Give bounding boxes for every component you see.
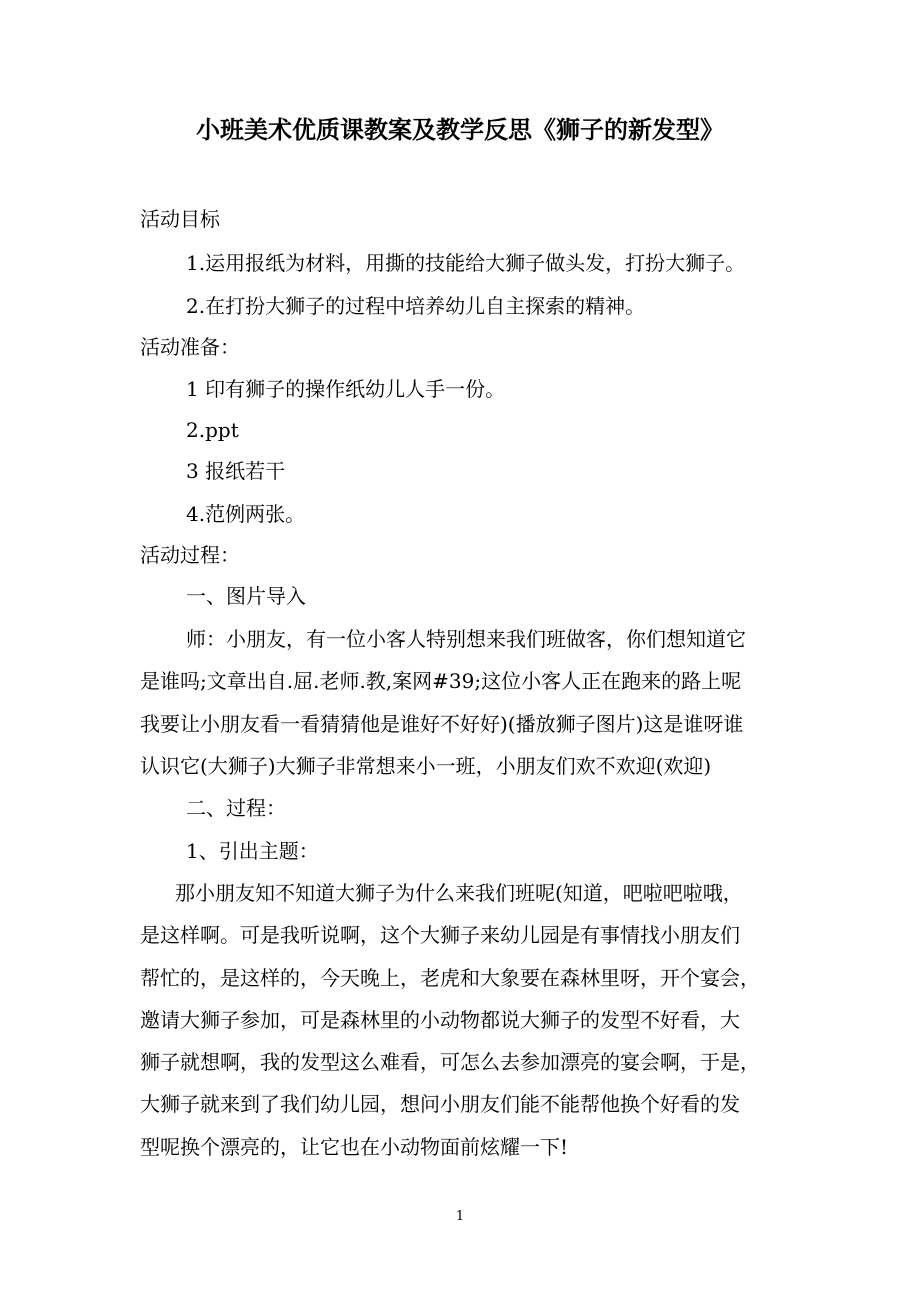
paragraph-2-line: 帮忙的，是这样的，今天晚上，老虎和大象要在森林里呀，开个宴会， <box>140 966 760 990</box>
paragraph-1-line: 我要让小朋友看一看猜猜他是谁好不好好)(播放狮子图片)这是谁呀谁 <box>140 712 744 736</box>
prep-heading: 活动准备： <box>140 335 240 359</box>
sub-heading-1: 1、引出主题： <box>186 839 319 863</box>
page-number: 1 <box>455 1209 465 1224</box>
paragraph-2-line: 邀请大狮子参加，可是森林里的小动物都说大狮子的发型不好看，大 <box>140 1008 740 1032</box>
paragraph-2-line: 大狮子就来到了我们幼儿园，想问小朋友们能不能帮他换个好看的发 <box>140 1092 740 1116</box>
prep-item-3: 3 报纸若干 <box>186 459 286 483</box>
process-heading: 活动过程： <box>140 543 240 567</box>
document-title: 小班美术优质课教案及教学反思《狮子的新发型》 <box>196 115 724 144</box>
goal-item-1: 1.运用报纸为材料，用撕的技能给大狮子做头发，打扮大狮子。 <box>186 251 746 275</box>
paragraph-2-line: 型呢换个漂亮的，让它也在小动物面前炫耀一下! <box>140 1135 569 1159</box>
goal-item-2: 2.在打扮大狮子的过程中培养幼儿自主探索的精神。 <box>186 294 646 318</box>
paragraph-2-line: 狮子就想啊，我的发型这么难看，可怎么去参加漂亮的宴会啊，于是， <box>140 1050 760 1074</box>
goals-heading: 活动目标 <box>140 207 220 231</box>
paragraph-1-line: 认识它(大狮子)大狮子非常想来小一班，小朋友们欢不欢迎(欢迎) <box>140 754 712 778</box>
prep-item-4: 4.范例两张。 <box>186 502 306 526</box>
paragraph-1-line: 师：小朋友，有一位小客人特别想来我们班做客，你们想知道它 <box>186 627 746 651</box>
paragraph-2-line: 那小朋友知不知道大狮子为什么来我们班呢(知道，吧啦吧啦哦， <box>175 881 743 905</box>
section-heading-2: 二、过程： <box>186 796 286 820</box>
section-heading-1: 一、图片导入 <box>186 584 306 608</box>
prep-item-1: 1 印有狮子的操作纸幼儿人手一份。 <box>186 377 506 401</box>
paragraph-1-line: 是谁吗;文章出自.屈.老师.教,案网#39;这位小客人正在跑来的路上呢 <box>140 669 742 693</box>
paragraph-2-line: 是这样啊。可是我听说啊，这个大狮子来幼儿园是有事情找小朋友们 <box>140 923 740 947</box>
prep-item-2: 2.ppt <box>186 418 239 442</box>
